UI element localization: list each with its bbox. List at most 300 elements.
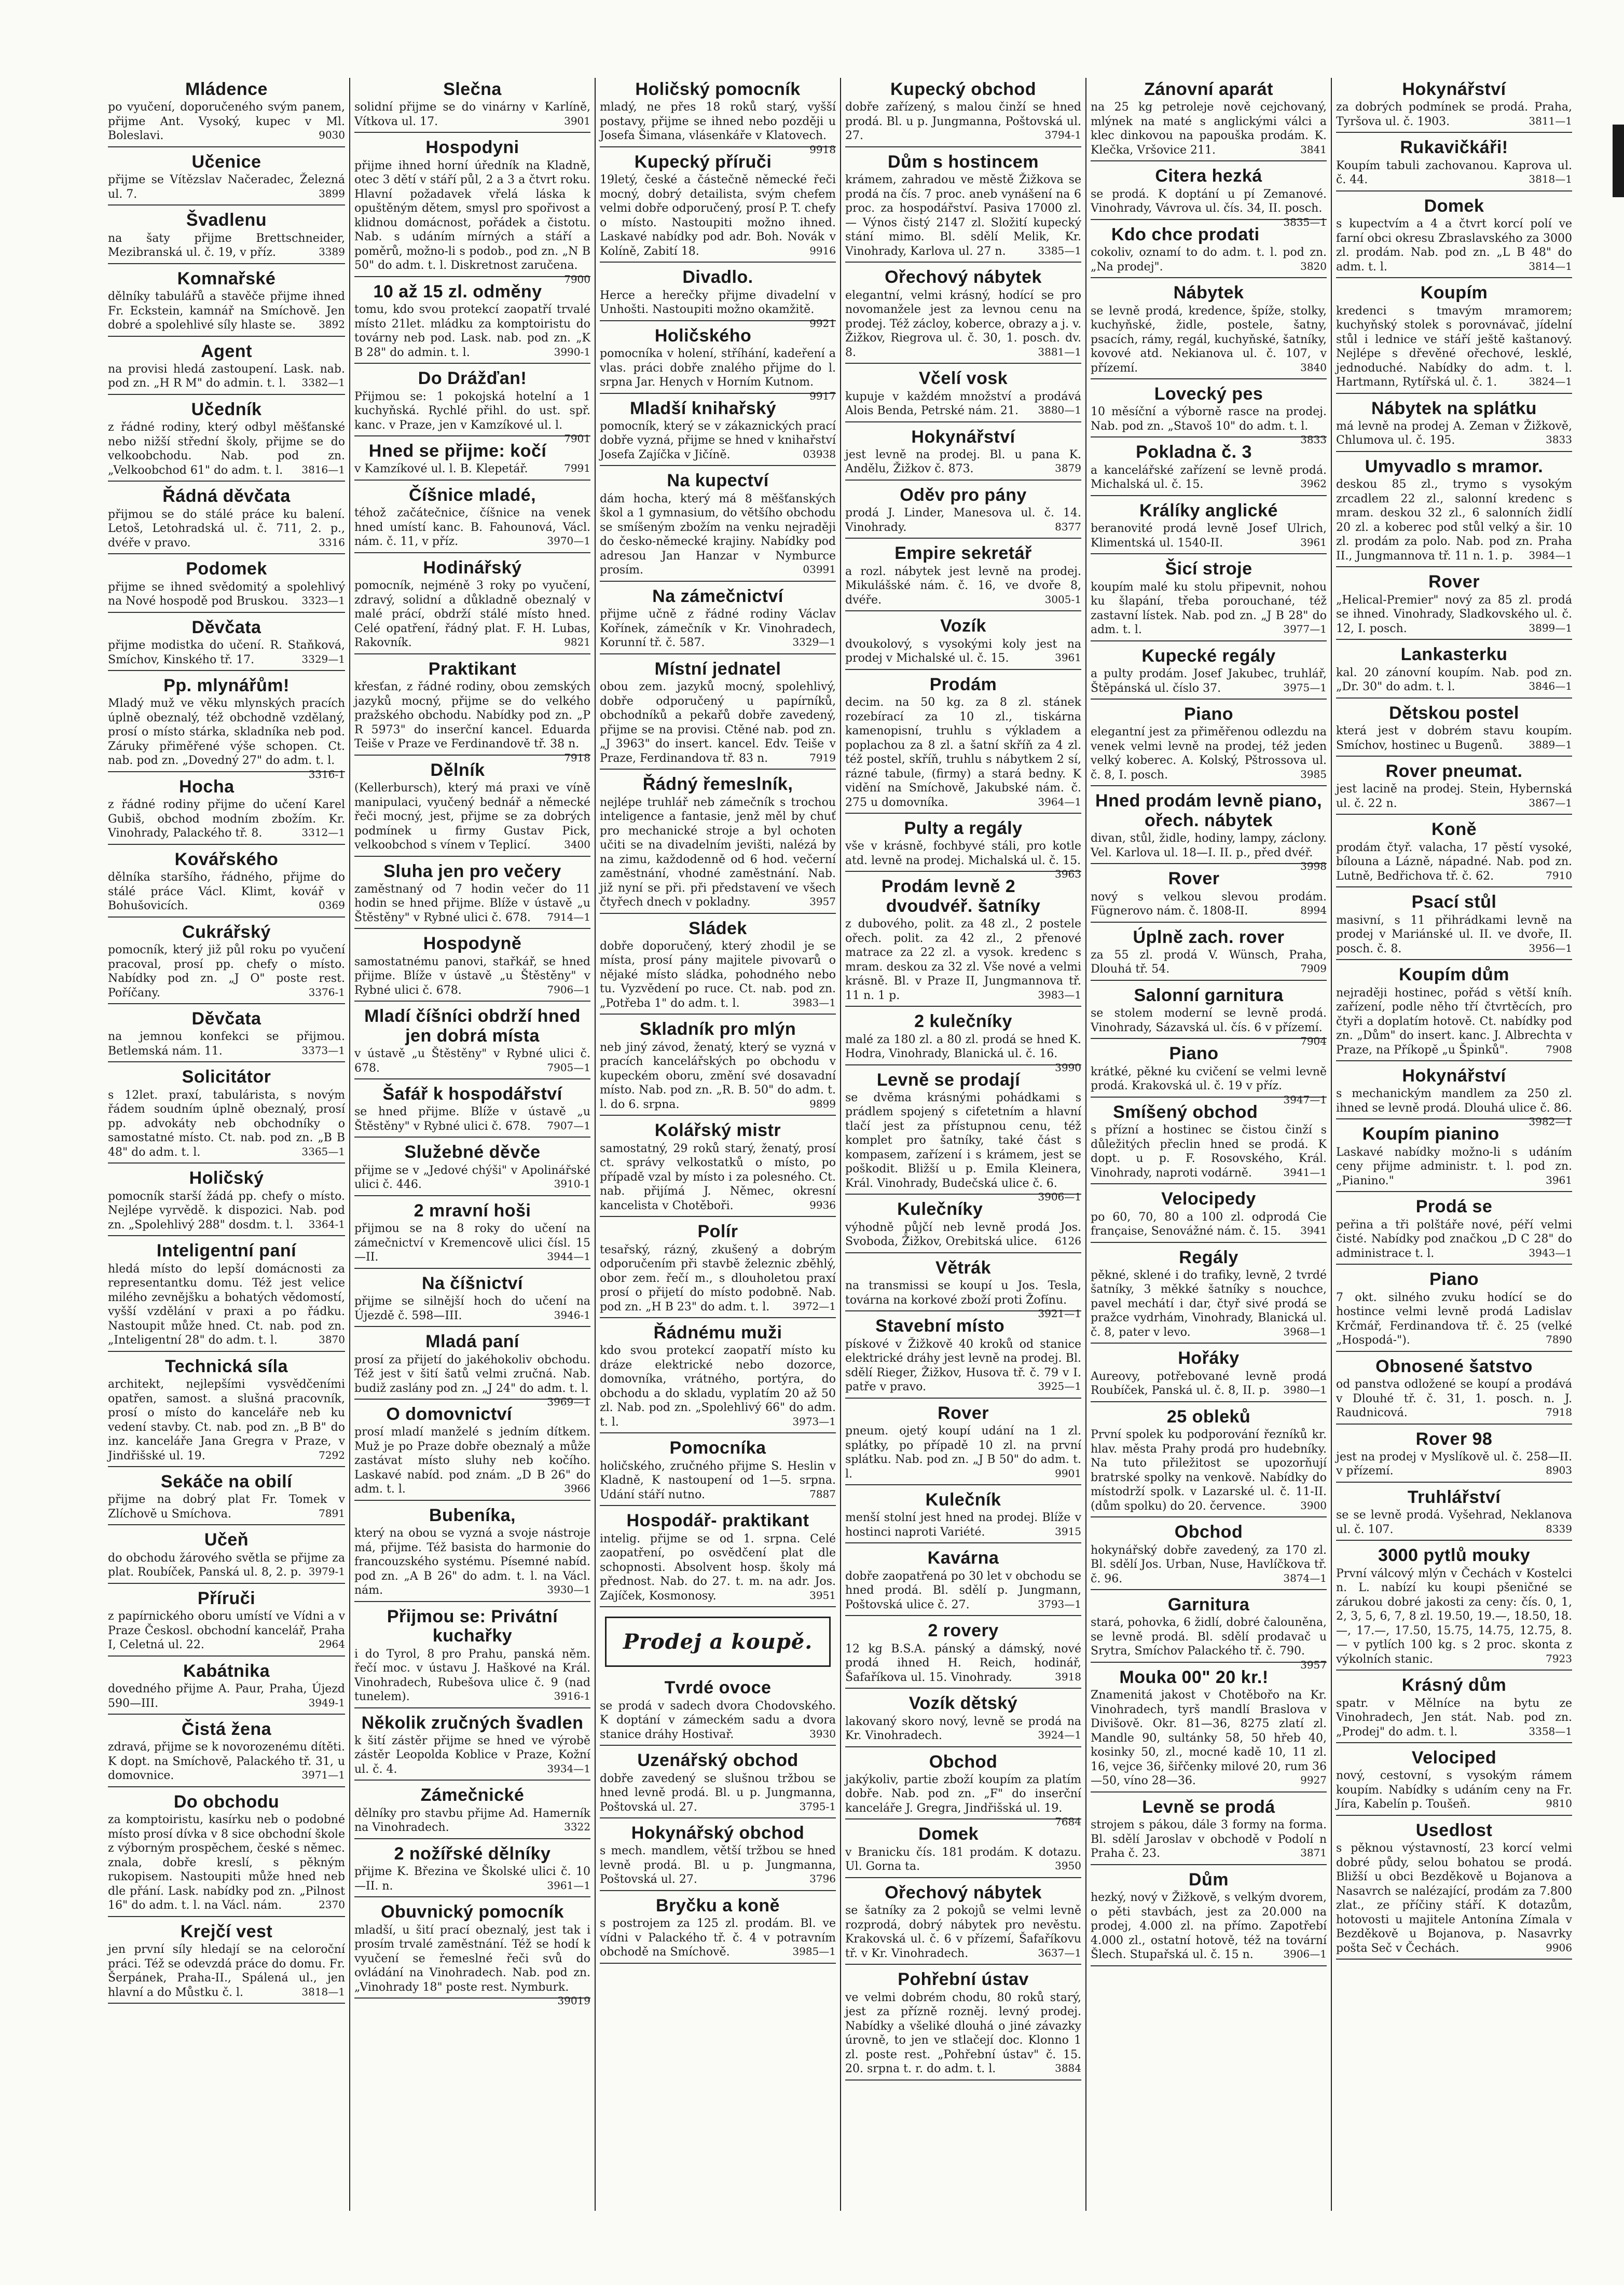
classified-ad bbox=[845, 1490, 1081, 1543]
ad-reference-number: 7918 bbox=[1546, 1406, 1572, 1419]
ad-heading: Kulečník bbox=[925, 1490, 1001, 1510]
classified-ad bbox=[1091, 1248, 1327, 1344]
ad-divider bbox=[1336, 1351, 1572, 1352]
ad-heading: Učeň bbox=[204, 1530, 249, 1550]
ad-divider bbox=[354, 1896, 590, 1897]
ad-text bbox=[1336, 724, 1572, 752]
ad-heading: Nábytek bbox=[1173, 283, 1244, 303]
ad-heading: Slečna bbox=[443, 79, 502, 99]
ad-heading: Nábytek na splátku bbox=[1371, 398, 1537, 418]
ad-reference-number: 3364-1 bbox=[308, 1217, 345, 1230]
ad-text bbox=[845, 1091, 1081, 1203]
ad-reference-number: 3910-1 bbox=[554, 1178, 590, 1191]
ad-heading: Obuvnický pomocník bbox=[381, 1902, 564, 1922]
ad-heading: Pulty a regály bbox=[904, 818, 1023, 839]
ad-text bbox=[108, 1030, 345, 1058]
ad-divider bbox=[1091, 495, 1327, 496]
ad-text bbox=[845, 1511, 1081, 1539]
ad-body-text: strojem s pákou, dále 3 formy na forma. Bl. sdělí Jaroslav v obchodě v Podolí n Praha č. 23. bbox=[1091, 1818, 1327, 1860]
ad-reference-number: 3323—1 bbox=[301, 594, 345, 607]
classified-ad bbox=[845, 1257, 1081, 1320]
ad-reference-number: 3970—1 bbox=[547, 535, 590, 548]
ad-body-text: přijme učně z řádné rodiny Václav Kořínek, zámečník v Kr. Vinohradech, Korunní tř. č. 587. bbox=[600, 608, 836, 650]
ad-heading: Hocha bbox=[179, 776, 235, 797]
classified-ad bbox=[1336, 138, 1572, 191]
ad-divider bbox=[600, 1817, 836, 1818]
ad-divider bbox=[108, 844, 345, 845]
ad-divider bbox=[354, 1195, 590, 1196]
ad-text bbox=[1091, 245, 1327, 274]
ad-heading: Uzenářský obchod bbox=[637, 1750, 799, 1771]
ad-reference-number: 3385—1 bbox=[1038, 244, 1081, 257]
ad-body-text: pomocník starší žádá pp. chefy o místo. Nejlépe vyrvědě. k dispozici. Nab. pod zn. „Spolehlivý 288" dosdm. t. l. bbox=[108, 1189, 345, 1232]
ad-heading: Lovecký pes bbox=[1154, 384, 1263, 404]
ad-text bbox=[1091, 1891, 1327, 1962]
ad-text bbox=[108, 362, 345, 391]
ad-body-text: nový, cestovní, s vysokým rámem koupím. Nabídky s udáním ceny na Fr. Jíra, Kabelín p. Toušeň. bbox=[1336, 1769, 1572, 1811]
ad-body-text: pomocník, nejméně 3 roky po vyučení, zdravý, solidní a důkladně obeznalý v malé prácí, obdrží stálé místo hned. Celé opatření, řádný plat. F. H. Lubas, Rakovník. bbox=[354, 579, 590, 650]
ad-heading: Králíky anglické bbox=[1139, 500, 1278, 521]
classified-ad bbox=[845, 1694, 1081, 1747]
ad-reference-number: 7887 bbox=[809, 1487, 836, 1500]
ad-reference-number: 3949-1 bbox=[308, 1696, 345, 1709]
ad-body-text: dovedného přijme A. Paur, Praha, Újezd 590—III. bbox=[108, 1682, 345, 1710]
ad-divider bbox=[600, 320, 836, 321]
ad-body-text: se stolem moderní se levně prodá. Vinohrady, Sázavská ul. čís. 6 v přízemí. bbox=[1091, 1007, 1327, 1034]
ad-heading: Řádná děvčata bbox=[162, 486, 291, 507]
ad-column-6 bbox=[1331, 78, 1576, 2211]
ad-text bbox=[108, 420, 345, 477]
ad-divider bbox=[1336, 1482, 1572, 1483]
ad-reference-number: 2964 bbox=[319, 1638, 345, 1651]
classified-ad bbox=[108, 1793, 345, 1917]
ad-heading: Dělník bbox=[430, 760, 485, 780]
classified-ad bbox=[1336, 399, 1572, 452]
ad-text bbox=[108, 943, 345, 1000]
ad-text bbox=[1091, 1210, 1327, 1239]
ad-reference-number: 7914—1 bbox=[547, 910, 590, 923]
ad-heading: Kavárna bbox=[927, 1548, 999, 1568]
ad-reference-number: 3365—1 bbox=[301, 1145, 345, 1158]
ad-body-text: Aureovy, potřebované levně prodá Roubíček, Panská ul. č. 8, II. p. bbox=[1091, 1370, 1327, 1398]
classified-ad bbox=[845, 486, 1081, 539]
ad-reference-number: 3820 bbox=[1300, 259, 1327, 272]
ad-divider bbox=[108, 1162, 345, 1164]
ad-body-text: architekt, nejlepšími vysvědčeními opatřen, samost. a slušná pracovník, prosí o místo do kanceláře neb ku vedení stavby. Ct. nab. pod zn. „B B" do inz. kanceláře Jana Gregra v Praze, v Jindřišské ul. 19. bbox=[108, 1378, 345, 1462]
ad-body-text: kal. 20 zánovní koupím. Nab. pod zn. „Dr. 30" do adm. t. l. bbox=[1336, 666, 1572, 694]
classified-ad bbox=[108, 1241, 345, 1351]
ad-heading: Místní jednatel bbox=[654, 659, 781, 679]
ad-heading: Kabátnika bbox=[183, 1661, 270, 1681]
ad-body-text: spatr. v Mělníce na bytu ze Vinohradech, Jen stát. Nab. pod zn. „Prodej" do adm. t. l. bbox=[1336, 1696, 1572, 1739]
ad-reference-number: 7910 bbox=[1546, 869, 1572, 882]
ad-text bbox=[845, 565, 1081, 608]
classified-ad bbox=[845, 617, 1081, 669]
ad-divider bbox=[354, 1326, 590, 1327]
ad-body-text: Znamenitá jakost v Chotěbořo na Kr. Vinohradech, tyrš mandlí Braslova v Divišově. Okr. 81—36, 8275 zlatí zl. Mandle 90, sultánky 58, 50 hřeb 40, kosinky 50, zl., mocné kadě 10, 11 zl. 16, vejce 36, šiřčenky milové 20, rum 36—50, víno 28—36. bbox=[1091, 1689, 1327, 1788]
ad-text bbox=[1091, 580, 1327, 637]
ad-heading: Kovářského bbox=[174, 849, 279, 869]
ad-divider bbox=[108, 1061, 345, 1062]
ad-text bbox=[600, 173, 836, 258]
ad-body-text: peřina a tři polštáře nové, péří velmi čisté. Nabídky pod značkou „D C 28" do administrace t. l. bbox=[1336, 1218, 1572, 1260]
ad-heading: Divadlo. bbox=[682, 267, 753, 288]
classified-ad bbox=[600, 79, 836, 156]
ad-heading: Pokladna č. 3 bbox=[1136, 442, 1252, 462]
ad-heading: Psací stůl bbox=[1411, 892, 1497, 912]
ad-heading: Mouka 00" 20 kr.! bbox=[1119, 1667, 1269, 1687]
ad-reference-number: 3930—1 bbox=[547, 1583, 590, 1596]
ad-heading: Dům s hostincem bbox=[888, 152, 1039, 172]
ad-divider bbox=[1336, 814, 1572, 815]
ad-reference-number: 3916-1 bbox=[554, 1690, 590, 1703]
ad-divider bbox=[354, 653, 590, 654]
ad-heading: Hokynářský obchod bbox=[631, 1823, 805, 1843]
ad-body-text: se prodá v sadech dvora Chodovského. K doptání v zámeckém sadu a dvora stanice dráhy Hostivař. bbox=[600, 1699, 836, 1741]
classified-ad bbox=[354, 138, 590, 285]
ad-divider bbox=[1091, 160, 1327, 161]
ad-text bbox=[1091, 187, 1327, 228]
ad-text bbox=[845, 917, 1081, 1003]
ad-heading: Hospodyni bbox=[425, 138, 519, 158]
ad-heading: Komnařské bbox=[177, 268, 276, 289]
ad-body-text: samostatný, 29 roků starý, ženatý, prosí ct. správy velkostatků o místo, po případě vzal by místo i za polesného. Ct. nab. přijímá J. Němec, okresní kancelista v Chotěboři. bbox=[600, 1142, 836, 1212]
ad-divider bbox=[354, 856, 590, 857]
ad-reference-number: 3930 bbox=[809, 1727, 836, 1740]
ad-reference-number: 3795-1 bbox=[799, 1800, 836, 1813]
ad-heading: Pomocníka bbox=[669, 1438, 766, 1458]
classified-ad bbox=[1336, 1430, 1572, 1483]
ad-body-text: elegantní, velmi krásný, hodící se pro novomanžele jest za levnou cenu na prodej. Též zácloy, koberce, obrazy a j. v. Žižkov, Riegrova ul. č. 30, 1. posch. dv. 8. bbox=[845, 289, 1081, 359]
ad-text bbox=[1336, 100, 1572, 129]
ad-reference-number: 3358—1 bbox=[1529, 1725, 1572, 1737]
ad-body-text: křesťan, z řádné rodiny, obou zemských jazyků mocný, přijme se do velkého pražského obchodu. Nabídky pod zn. „P R 5973" do inserční kancel. Eduarda Teiše v Praze ve Ferdinandově tř. 38 n. bbox=[354, 680, 590, 751]
ad-divider bbox=[845, 1064, 1081, 1065]
ad-text bbox=[354, 781, 590, 853]
ad-body-text: po 60, 70, 80 a 100 zl. odprodá Cie française, Senovážné nám. č. 15. bbox=[1091, 1210, 1327, 1238]
ad-reference-number: 3985—1 bbox=[792, 1945, 836, 1958]
ad-body-text: s pěknou výstavností, 23 korcí velmi dobré půdy, selou bohatou se prodá. Bližší u obci Bezděkově u Bojanova a Nasavrch se nalézající, prodám za 7.800 zlat., ze příčiny stáří. K dotazům, hotovosti u majitele Antonína Zímala v Bezděkově u Bojanova, p. Nasavrky pošta Seč v Čechách. bbox=[1336, 1842, 1572, 1955]
ad-divider bbox=[845, 1615, 1081, 1616]
ad-body-text: ve velmi dobrém chodu, 80 roků starý, jest za přízně rozněj. levný prodej. Nabídky a všeliké dlouhá o jiné závazky úrovně, to jen ve stlačejí doc. Klonno 1 zl. poste rest. „Pohřební ústav" č. 15. 20. srpna t. r. do adm. t. l. bbox=[845, 1991, 1081, 2076]
ad-reference-number: 3814—1 bbox=[1529, 259, 1572, 272]
classified-ad bbox=[600, 1020, 836, 1116]
ad-heading: Děvčata bbox=[191, 617, 262, 637]
ad-heading: Mládence bbox=[185, 79, 268, 99]
ad-reference-number: 3979-1 bbox=[308, 1565, 345, 1578]
ad-heading: Bryčku a koně bbox=[656, 1895, 780, 1915]
page-edge-mark bbox=[1613, 125, 1624, 197]
ad-text bbox=[108, 1682, 345, 1711]
ad-divider bbox=[1336, 1540, 1572, 1541]
ad-heading: Garnitura bbox=[1167, 1595, 1250, 1615]
ad-text bbox=[1091, 1370, 1327, 1398]
ad-divider bbox=[354, 1838, 590, 1839]
classified-ad bbox=[354, 1007, 590, 1079]
ad-body-text: hledá místo do lepší domácnosti za representantku domu. Též jest velice milého zevnějšku a bohatých vědomostí, vyšší vzdělání v praxi a po řádku. Nastoupit může hned. Ct. nab. pod zn. „Inteligentní 28" do adm. t. l. bbox=[108, 1262, 345, 1347]
ad-body-text: jest na prodej v Myslíkově ul. č. 258—II. v přízemí. bbox=[1336, 1450, 1572, 1478]
ad-heading: Dětskou postel bbox=[1389, 703, 1519, 723]
ad-text bbox=[354, 506, 590, 549]
ad-reference-number: 3316-1 bbox=[308, 768, 345, 781]
classified-ad bbox=[1091, 1189, 1327, 1242]
ad-text bbox=[1336, 477, 1572, 563]
ad-heading: Skladník pro mlýn bbox=[639, 1019, 796, 1039]
classified-ad bbox=[354, 1332, 590, 1408]
ad-body-text: s postrojem za 125 zl. prodám. Bl. ve vídni v Palackého tř. č. 4 v potravním obchodě na Smíchově. bbox=[600, 1917, 836, 1959]
ad-reference-number: 3312—1 bbox=[301, 826, 345, 839]
classified-ad bbox=[354, 558, 590, 654]
classified-ad bbox=[108, 1357, 345, 1467]
ad-divider bbox=[1091, 1242, 1327, 1243]
ad-body-text: pískové v Žižkově 40 kroků od stanice elektrické dráhy jest levně na prodej. Bl. sdělí Rieger, Žižkov, Husova tř. č. 79 v I. patře v pravo. bbox=[845, 1337, 1081, 1394]
classified-ad bbox=[845, 1011, 1081, 1074]
classified-ad bbox=[1336, 820, 1572, 887]
ad-reference-number: 3793—1 bbox=[1038, 1597, 1081, 1610]
ad-heading: Koupím bbox=[1420, 283, 1488, 303]
ad-reference-number: 7905—1 bbox=[547, 1061, 590, 1074]
ad-text bbox=[108, 870, 345, 913]
classified-ad bbox=[845, 153, 1081, 263]
ad-body-text: nový s velkou slevou prodám. Fügnerovo nám. č. 1808-II. bbox=[1091, 890, 1327, 918]
ad-body-text: přijmou se do stálé práce ku balení. Letoš, Letohradská ul. č. 711, 2. p., dvéře v pravo. bbox=[108, 508, 345, 550]
ad-body-text: se levně prodá, kredence, špíže, stolky, kuchyňské, židle, postele, šatny, psacích, rámy, regál, kuchyňské, šatníky, kovové atd. Nekianova ul. č. 107, v přízemí. bbox=[1091, 304, 1327, 375]
ad-heading: Domek bbox=[1424, 196, 1484, 216]
classified-ad bbox=[1336, 572, 1572, 640]
ad-divider bbox=[354, 755, 590, 756]
ad-heading: Kdo chce prodati bbox=[1111, 224, 1260, 244]
ad-divider bbox=[354, 435, 590, 436]
classified-ad bbox=[1336, 762, 1572, 815]
ad-text bbox=[354, 1734, 590, 1777]
ad-text bbox=[845, 1337, 1081, 1394]
classified-ad bbox=[108, 1169, 345, 1236]
ad-heading: 25 obleků bbox=[1166, 1406, 1251, 1427]
ad-text bbox=[600, 1917, 836, 1960]
ad-divider bbox=[108, 553, 345, 554]
ad-reference-number: 7900 bbox=[564, 272, 590, 285]
ad-heading: 2 nožířské dělníky bbox=[394, 1843, 551, 1864]
ad-heading: Sládek bbox=[689, 918, 747, 938]
classified-ad bbox=[845, 1404, 1081, 1485]
ad-reference-number: 3941—1 bbox=[1283, 1166, 1327, 1179]
ad-body-text: intelig. přijme se od 1. srpna. Celé zaopatření, po osvědčení plat dle schopnosti. Absolvent hosp. školy má přednost. Nab. do 27. t. m. na adr. Jos. Zajíček, Kosmonosy. bbox=[600, 1532, 836, 1603]
ad-text bbox=[108, 173, 345, 201]
ad-body-text: přijme K. Březina ve Školské ulici č. 10—II. n. bbox=[354, 1865, 590, 1893]
ad-text bbox=[1336, 913, 1572, 956]
ad-reference-number: 3816—1 bbox=[301, 463, 345, 476]
ad-heading: Smíšený obchod bbox=[1113, 1102, 1258, 1122]
classified-ad bbox=[600, 660, 836, 770]
ad-divider bbox=[600, 1115, 836, 1116]
classified-ad bbox=[354, 1085, 590, 1138]
ad-reference-number: 39019 bbox=[557, 1994, 590, 2007]
ad-body-text: pomocník, který se v zákaznických prací dobře vyzná, přijme se hned v knihařství Josefa Zajíčka v Jičíně. bbox=[600, 419, 836, 461]
ad-heading: Ořechový nábytek bbox=[885, 1882, 1042, 1903]
ad-divider bbox=[354, 1268, 590, 1269]
ad-text bbox=[845, 1424, 1081, 1481]
ad-body-text: jest lacině na prodej. Stein, Hybernská ul. č. 22 n. bbox=[1336, 783, 1572, 810]
ad-text bbox=[600, 1344, 836, 1429]
ad-body-text: na provisi hledá zastoupení. Lask. nab. pod zn. „H R M" do admin. t. l. bbox=[108, 362, 345, 390]
classified-ad bbox=[1091, 791, 1327, 873]
ad-divider bbox=[600, 465, 836, 466]
ad-divider bbox=[354, 1001, 590, 1002]
classified-ad bbox=[108, 1589, 345, 1657]
ad-body-text: se se levně prodá. Vyšehrad, Neklanova ul. č. 107. bbox=[1336, 1509, 1572, 1536]
ad-body-text: z dubového, polit. za 48 zl., 2 postele ořech. polit. za 42 zl., 2 přenové matrace za 22 zl. a vysok. kredenc s mram. deskou za 32 zl. Vše nové a velmi krásně. Bl. v Praze II, Jungmannova tř. 11 n. 1 p. bbox=[845, 918, 1081, 1002]
ad-reference-number: 3867—1 bbox=[1529, 796, 1572, 809]
ad-reference-number: 3382—1 bbox=[301, 376, 345, 389]
ad-heading: Mladá paní bbox=[425, 1332, 519, 1352]
classified-ad bbox=[108, 80, 345, 147]
classified-ad bbox=[600, 1751, 836, 1818]
ad-body-text: prodám čtyř. valacha, 17 pěstí vysoké, bílouna a Lázně, nápadné. Nab. pod zn. Lutně, Bedřichova tř. č. 62. bbox=[1336, 841, 1572, 883]
ad-divider bbox=[1091, 1401, 1327, 1402]
classified-ad bbox=[1336, 1748, 1572, 1816]
ad-reference-number: 3969—1 bbox=[547, 1395, 590, 1408]
classified-ad bbox=[600, 1678, 836, 1746]
ad-divider bbox=[108, 263, 345, 264]
ad-heading: Inteligentní paní bbox=[156, 1241, 297, 1261]
ad-divider bbox=[354, 1707, 590, 1708]
ad-heading: Mladší knihařský bbox=[630, 398, 777, 418]
ad-divider bbox=[845, 669, 1081, 670]
classified-ad bbox=[354, 862, 590, 929]
ad-reference-number: 9810 bbox=[1546, 1797, 1572, 1810]
ad-heading: Číšnice mladé, bbox=[408, 485, 536, 505]
ad-body-text: samostatnému panovi, stařkář, se hned přijme. Blíže v ústavě „u Štěstěny" v Rybné ulici č. 678. bbox=[354, 955, 590, 997]
ad-divider bbox=[845, 1006, 1081, 1007]
ad-body-text: krátké, pěkné ku cvičení se velmi levně prodá. Krakovská ul. č. 19 v příz. bbox=[1091, 1065, 1327, 1093]
classified-ad bbox=[1336, 704, 1572, 757]
classified-ad bbox=[1091, 225, 1327, 278]
ad-text bbox=[108, 1551, 345, 1580]
ad-body-text: kupuje v každém množství a prodává Alois Benda, Petrské nám. 21. bbox=[845, 390, 1081, 418]
ad-heading: Rover bbox=[1168, 869, 1220, 889]
ad-body-text: decim. na 50 kg. za 8 zl. stánek rozebírací za 10 zl., tiskárna kamenopisní, truhlu s výkladem a poplachou za 8 zl. a šatní skříň za 4 zl. též postel, skříň, truhlu s nábytkem 2 sí, rázné tabule, (firmy) a stará bedny. K vidění na Smíchově, Jakubské nám. č. 275 u domovníka. bbox=[845, 696, 1081, 809]
ad-heading: Šafář k hospodářství bbox=[382, 1084, 562, 1104]
ad-heading: Kupecký obchod bbox=[890, 79, 1036, 99]
ad-heading: Krásný dům bbox=[1401, 1675, 1507, 1695]
ad-heading: Zánovní aparát bbox=[1144, 79, 1273, 99]
ad-divider bbox=[845, 1746, 1081, 1747]
ad-text bbox=[1091, 100, 1327, 157]
ad-heading: Koně bbox=[1432, 819, 1477, 840]
ad-divider bbox=[600, 1745, 836, 1746]
ad-text bbox=[845, 1569, 1081, 1612]
ad-heading: Hořáky bbox=[1178, 1348, 1240, 1369]
ad-heading: Hospodyně bbox=[423, 934, 522, 954]
classified-ad bbox=[1091, 1595, 1327, 1671]
ad-divider bbox=[845, 1964, 1081, 1965]
ad-reference-number: 3968—1 bbox=[1283, 1325, 1327, 1338]
classified-ad bbox=[354, 1786, 590, 1839]
ad-text bbox=[354, 579, 590, 650]
ad-heading: Salonní garnitura bbox=[1134, 985, 1284, 1005]
ad-text bbox=[354, 100, 590, 129]
ad-reference-number: 3951 bbox=[809, 1589, 836, 1602]
ad-heading: Cukrářský bbox=[182, 922, 271, 942]
ad-body-text: tomu, kdo svou protekcí zaopatří trvalé místo 21let. mládku za komptoiristu do továrny neb pod. Lask. nab. pod zn. „K B 28" do admin. t. l. bbox=[354, 303, 590, 359]
ad-reference-number: 3892 bbox=[319, 318, 345, 331]
ad-text bbox=[845, 839, 1081, 881]
classified-ad bbox=[354, 1902, 590, 2007]
ad-heading: Polír bbox=[697, 1222, 738, 1242]
ad-text bbox=[354, 1222, 590, 1265]
ad-reference-number: 3316 bbox=[319, 536, 345, 549]
ad-body-text: za 55 zl. prodá V. Wünsch, Praha, Dlouhá tř. 54. bbox=[1091, 948, 1327, 976]
ad-reference-number: 03938 bbox=[803, 447, 836, 460]
ad-body-text: hokynářský dobře zavedený, za 170 zl. Bl. sdělí Jos. Urban, Nuse, Havlíčkova tř. č. 96. bbox=[1091, 1543, 1327, 1585]
ad-text bbox=[108, 1088, 345, 1160]
ad-text bbox=[1336, 593, 1572, 636]
ad-reference-number: 3835—1 bbox=[1283, 215, 1327, 228]
ad-text bbox=[845, 390, 1081, 418]
ad-reference-number: 3899 bbox=[319, 187, 345, 200]
ad-divider bbox=[354, 1780, 590, 1781]
ad-body-text: Mladý muž ve věku mlynských pracích úplně obeznalý, též obchodně vzdělaný, prosí o místo stárka, skladníka neb pod. Záruky přiměřené výše schopen. Ct. nab. pod zn. „Dovedný 27" do adm. t. l. bbox=[108, 697, 345, 768]
ad-divider bbox=[1091, 1516, 1327, 1517]
ad-heading: Rover bbox=[1428, 572, 1480, 592]
ad-text bbox=[108, 1189, 345, 1233]
classified-ad bbox=[1336, 1066, 1572, 1128]
ad-divider bbox=[600, 262, 836, 263]
ad-text bbox=[1091, 831, 1327, 873]
ad-reference-number: 3874—1 bbox=[1283, 1571, 1327, 1584]
ad-reference-number: 7890 bbox=[1546, 1333, 1572, 1346]
ad-divider bbox=[108, 1583, 345, 1584]
ad-heading: O domovnictví bbox=[386, 1404, 512, 1425]
ad-reference-number: 3943—1 bbox=[1529, 1246, 1572, 1259]
classified-ad bbox=[1091, 1044, 1327, 1106]
ad-text bbox=[354, 680, 590, 764]
ad-text bbox=[845, 1715, 1081, 1743]
ad-divider bbox=[845, 813, 1081, 814]
ad-body-text: Herce a herečky přijme divadelní v Unhošti. Nastoupiti možno okamžitě. bbox=[600, 289, 836, 317]
ad-divider bbox=[845, 1252, 1081, 1253]
ad-text bbox=[600, 1532, 836, 1604]
ad-heading: Levně se prodají bbox=[876, 1070, 1021, 1090]
newspaper-page bbox=[104, 78, 1577, 2211]
classified-ad bbox=[1336, 965, 1572, 1061]
ad-divider bbox=[1091, 1038, 1327, 1039]
ad-text bbox=[1336, 1291, 1572, 1348]
ad-heading: Lankasterku bbox=[1400, 645, 1508, 665]
classified-ad bbox=[1336, 1197, 1572, 1265]
ad-body-text: jakýkoliv, partie zboží koupím za platím dobře. Nab. pod zn. „F" do inserční kanceláře J. Gregra, Jindřišská ul. 19. bbox=[845, 1773, 1081, 1815]
ad-body-text: dělníky pro stavbu přijme Ad. Hamerník na Vinohradech. bbox=[354, 1807, 590, 1835]
ad-divider bbox=[600, 1890, 836, 1891]
ad-divider bbox=[354, 1137, 590, 1138]
classified-ad bbox=[108, 269, 345, 337]
ad-heading: Sekáče na obilí bbox=[160, 1472, 293, 1492]
ad-text bbox=[108, 1377, 345, 1463]
ad-divider bbox=[845, 1398, 1081, 1399]
ad-reference-number: 3005-1 bbox=[1044, 593, 1081, 606]
classified-ad bbox=[1091, 1103, 1327, 1184]
ad-body-text: obou zem. jazyků mocný, spolehlivý, dobře odporučený u papírníků, obchodníků a pekařů dobře zavedený, přijme se na provisi. Ctěné nab. pod zn. „J 3963" do insert. kancel. Edv. Teiše v Praze, Ferdinandova tř. 83 n. bbox=[600, 680, 836, 765]
ad-column-1 bbox=[104, 78, 349, 2211]
classified-ad bbox=[108, 676, 345, 781]
classified-ad bbox=[354, 282, 590, 364]
ad-reference-number: 3794-1 bbox=[1044, 129, 1081, 142]
ad-body-text: neb jiný závod, ženatý, který se vyzná v pracích kancelářských po obchodu v kupeckém oboru, změní své dosavadní místo. Nab. pod zn. „R. B. 50" do adm. t. l. do 6. srpna. bbox=[600, 1041, 836, 1111]
ad-divider bbox=[600, 581, 836, 582]
ad-body-text: přijmou se na 8 roky do učení na zámečnictví v Kremencově ulici čísl. 15—II. bbox=[354, 1222, 590, 1264]
ad-reference-number: 3921—1 bbox=[1038, 1307, 1081, 1320]
ad-heading: Piano bbox=[1169, 1044, 1219, 1064]
